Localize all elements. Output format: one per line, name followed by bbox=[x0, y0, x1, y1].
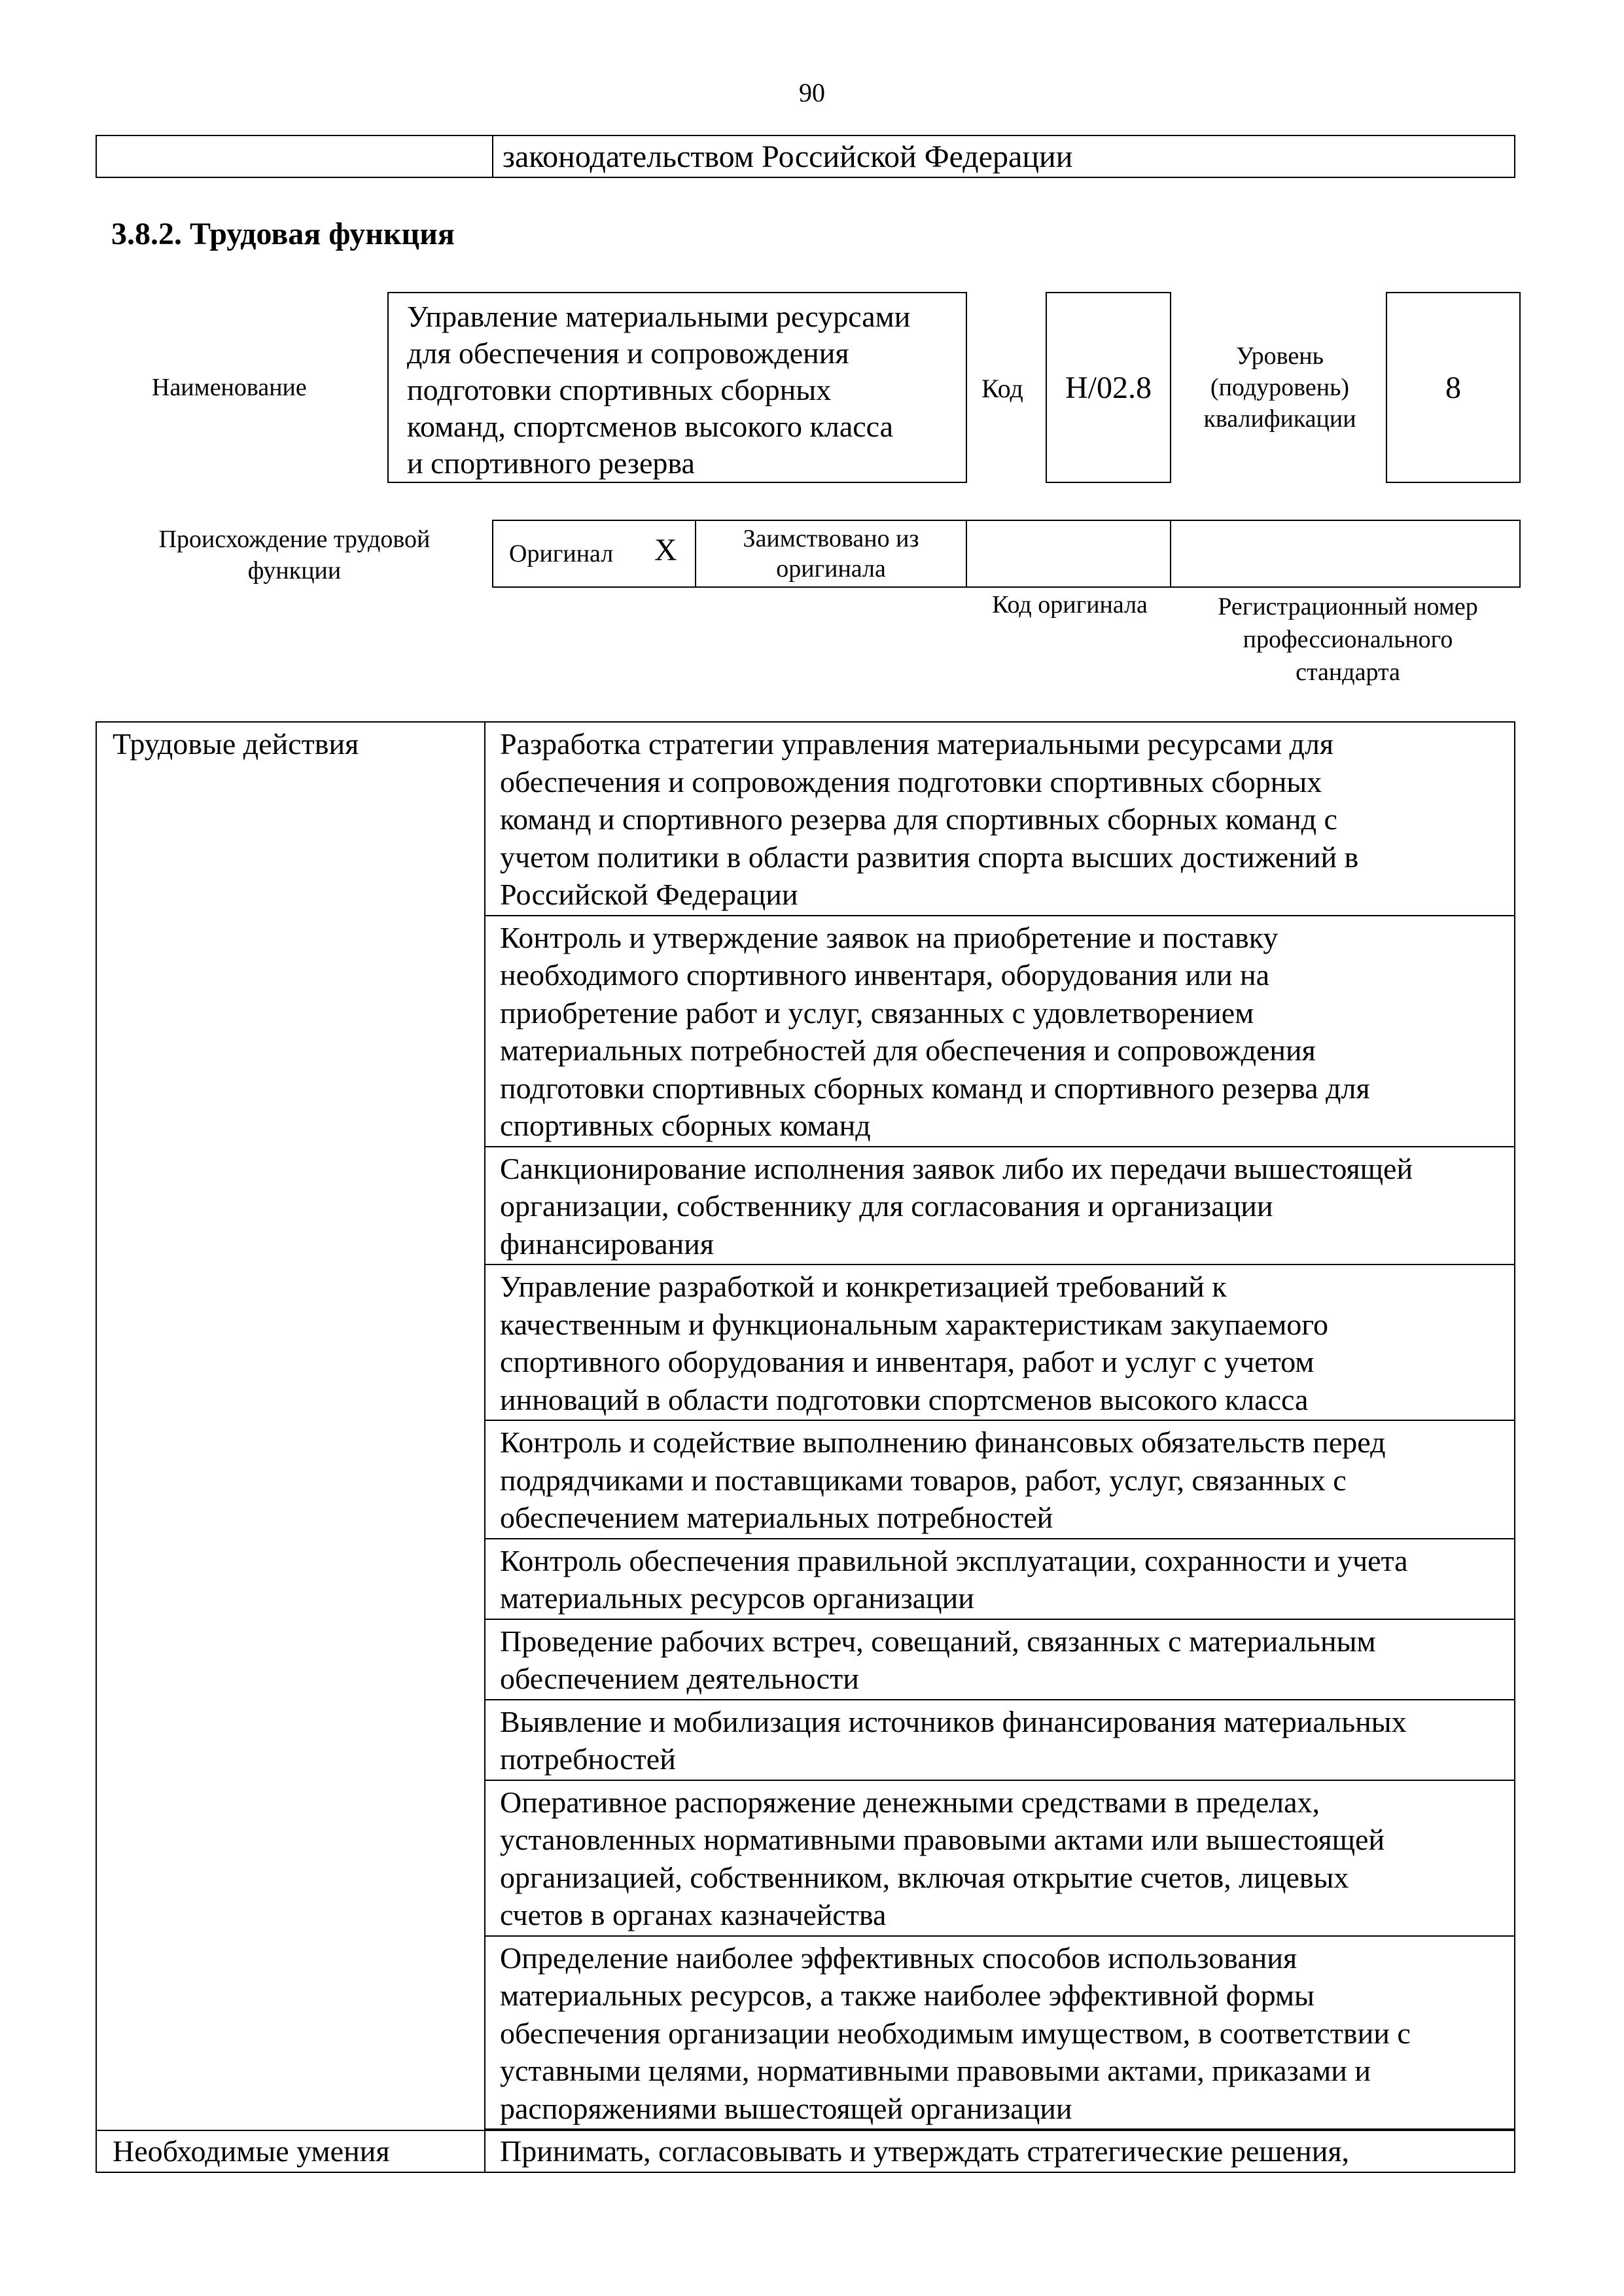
borrowed-line: оригинала bbox=[776, 555, 886, 583]
reg-number-caption-line: профессионального bbox=[1243, 626, 1453, 653]
labor-actions-item-line: Разработка стратегии управления материальными ресурсами для bbox=[500, 727, 1334, 761]
level-label bbox=[1187, 340, 1373, 435]
labor-actions-item bbox=[485, 1539, 1514, 1620]
labor-actions-item-line: установленных нормативными правовыми актами или вышестоящей bbox=[500, 1823, 1385, 1856]
function-name-line: для обеспечения и сопровождения bbox=[407, 336, 849, 370]
function-name-line: и спортивного резерва bbox=[407, 446, 695, 480]
required-skills-label: Необходимые умения bbox=[113, 2134, 390, 2168]
original-cell bbox=[493, 521, 696, 586]
labor-actions-item-line: Российской Федерации bbox=[500, 878, 798, 911]
labor-actions-item-line: Проведение рабочих встреч, совещаний, связанных с материальным bbox=[500, 1624, 1376, 1658]
function-name-line: Управление материальными ресурсами bbox=[407, 300, 911, 333]
labor-actions-item-line: Санкционирование исполнения заявок либо их передачи вышестоящей bbox=[500, 1151, 1413, 1185]
continuation-text: законодательством Российской Федерации bbox=[503, 139, 1073, 174]
function-name-line: команд, спортсменов высокого класса bbox=[407, 410, 894, 443]
labor-actions-item-line: спортивного оборудования и инвентаря, работ и услуг с учетом bbox=[500, 1345, 1315, 1378]
origin-label bbox=[124, 524, 465, 586]
labor-actions-item-line: приобретение работ и услуг, связанных с удовлетворением bbox=[500, 996, 1254, 1030]
reg-number-caption bbox=[1191, 590, 1505, 689]
labor-actions-item-line: организацией, собственником, включая открытие счетов, лицевых bbox=[500, 1860, 1349, 1894]
labor-actions-item-line: обеспечения и сопровождения подготовки спортивных сборных bbox=[500, 764, 1322, 798]
reg-number-caption-line: Регистрационный номер bbox=[1218, 593, 1478, 620]
original-code-caption: Код оригинала bbox=[992, 591, 1148, 619]
labor-actions-item-line: Контроль обеспечения правильной эксплуатации, сохранности и учета bbox=[500, 1543, 1408, 1577]
labor-actions-item bbox=[485, 1781, 1514, 1937]
labor-actions-item-line: Контроль и содействие выполнению финансовых обязательств перед bbox=[500, 1426, 1386, 1459]
page-number: 90 bbox=[799, 78, 825, 107]
function-name-line: подготовки спортивных сборных bbox=[407, 373, 832, 406]
labor-actions-item-line: Выявление и мобилизация источников финансирования материальных bbox=[500, 1704, 1407, 1738]
labor-actions-item-line: материальных ресурсов организации bbox=[500, 1581, 974, 1615]
origin-label-line: функции bbox=[247, 557, 342, 584]
labor-actions-item-line: подрядчиками и поставщиками товаров, работ, услуг, связанных с bbox=[500, 1463, 1347, 1497]
original-mark: X bbox=[654, 533, 677, 567]
original-label: Оригинал bbox=[509, 540, 614, 567]
labor-actions-item-line: команд и спортивного резерва для спортивных сборных команд с bbox=[500, 802, 1337, 836]
labor-actions-item-line: Определение наиболее эффективных способов использования bbox=[500, 1941, 1297, 1975]
code-value: Н/02.8 bbox=[1046, 292, 1171, 483]
labor-actions-item-line: счетов в органах казначейства bbox=[500, 1898, 887, 1931]
column-divider bbox=[492, 136, 493, 177]
level-label-line: квалификации bbox=[1203, 405, 1356, 433]
labor-actions-item bbox=[485, 1421, 1514, 1539]
labor-actions-item-line: финансирования bbox=[500, 1227, 715, 1261]
origin-table bbox=[492, 520, 1521, 588]
level-value: 8 bbox=[1386, 292, 1521, 483]
labor-actions-table bbox=[96, 721, 1515, 2173]
labor-actions-item-line: Оперативное распоряжение денежными средствами в пределах, bbox=[500, 1785, 1320, 1819]
reg-number-caption-line: стандарта bbox=[1296, 658, 1400, 686]
origin-label-line: Происхождение трудовой bbox=[158, 526, 431, 553]
labor-actions-item-line: спортивных сборных команд bbox=[500, 1109, 871, 1142]
labor-actions-item-line: материальных потребностей для обеспечения и сопровождения bbox=[500, 1033, 1316, 1067]
labor-actions-item-line: обеспечения организации необходимым имуществом, в соответствии с bbox=[500, 2016, 1411, 2050]
original-code-cell bbox=[967, 521, 1171, 586]
labor-actions-item-line: потребностей bbox=[500, 1742, 676, 1776]
labor-actions-item bbox=[485, 723, 1514, 916]
labor-actions-item-line: инноваций в области подготовки спортсменов высокого класса bbox=[500, 1382, 1309, 1416]
function-name-box bbox=[387, 292, 967, 483]
labor-actions-item bbox=[485, 1147, 1514, 1266]
labor-actions-item-line: Контроль и утверждение заявок на приобретение и поставку bbox=[500, 920, 1279, 954]
required-skills-item bbox=[485, 2130, 1514, 2173]
required-skills-item-line: Принимать, согласовывать и утверждать стратегические решения, bbox=[500, 2134, 1349, 2168]
labor-actions-item-line: обеспечением деятельности bbox=[500, 1662, 859, 1695]
continuation-row bbox=[96, 135, 1515, 178]
labor-actions-item-line: качественным и функциональным характеристикам закупаемого bbox=[500, 1307, 1329, 1341]
labor-actions-item bbox=[485, 1937, 1514, 2130]
labor-actions-item-line: учетом политики в области развития спорта высших достижений в bbox=[500, 840, 1359, 874]
labor-actions-item-line: обеспечением материальных потребностей bbox=[500, 1501, 1053, 1534]
labor-actions-item-line: материальных ресурсов, а также наиболее эффективной формы bbox=[500, 1979, 1315, 2012]
borrowed-line: Заимствовано из bbox=[743, 525, 919, 552]
reg-number-cell bbox=[1171, 521, 1519, 586]
labor-actions-item-line: Управление разработкой и конкретизацией требований к bbox=[500, 1270, 1227, 1303]
labor-actions-item bbox=[485, 1700, 1514, 1781]
labor-actions-item-line: распоряжениями вышестоящей организации bbox=[500, 2091, 1072, 2125]
name-label: Наименование bbox=[152, 374, 307, 401]
section-heading: 3.8.2. Трудовая функция bbox=[111, 217, 455, 251]
labor-actions-item bbox=[485, 916, 1514, 1147]
code-label: Код bbox=[981, 374, 1023, 403]
labor-actions-item-line: необходимого спортивного инвентаря, оборудования или на bbox=[500, 958, 1270, 992]
labor-actions-item-line: уставными целями, нормативными правовыми актами, приказами и bbox=[500, 2054, 1371, 2087]
labor-actions-item-line: подготовки спортивных сборных команд и спортивного резерва для bbox=[500, 1071, 1370, 1105]
labor-actions-item-line: организации, собственнику для согласования и организации bbox=[500, 1189, 1273, 1223]
labor-actions-label: Трудовые действия bbox=[113, 727, 359, 761]
table-label-column bbox=[97, 723, 485, 2173]
labor-actions-item bbox=[485, 1620, 1514, 1700]
borrowed-cell bbox=[696, 521, 967, 586]
labor-actions-item bbox=[485, 1265, 1514, 1421]
level-label-line: Уровень bbox=[1236, 342, 1324, 370]
level-label-line: (подуровень) bbox=[1210, 374, 1350, 401]
